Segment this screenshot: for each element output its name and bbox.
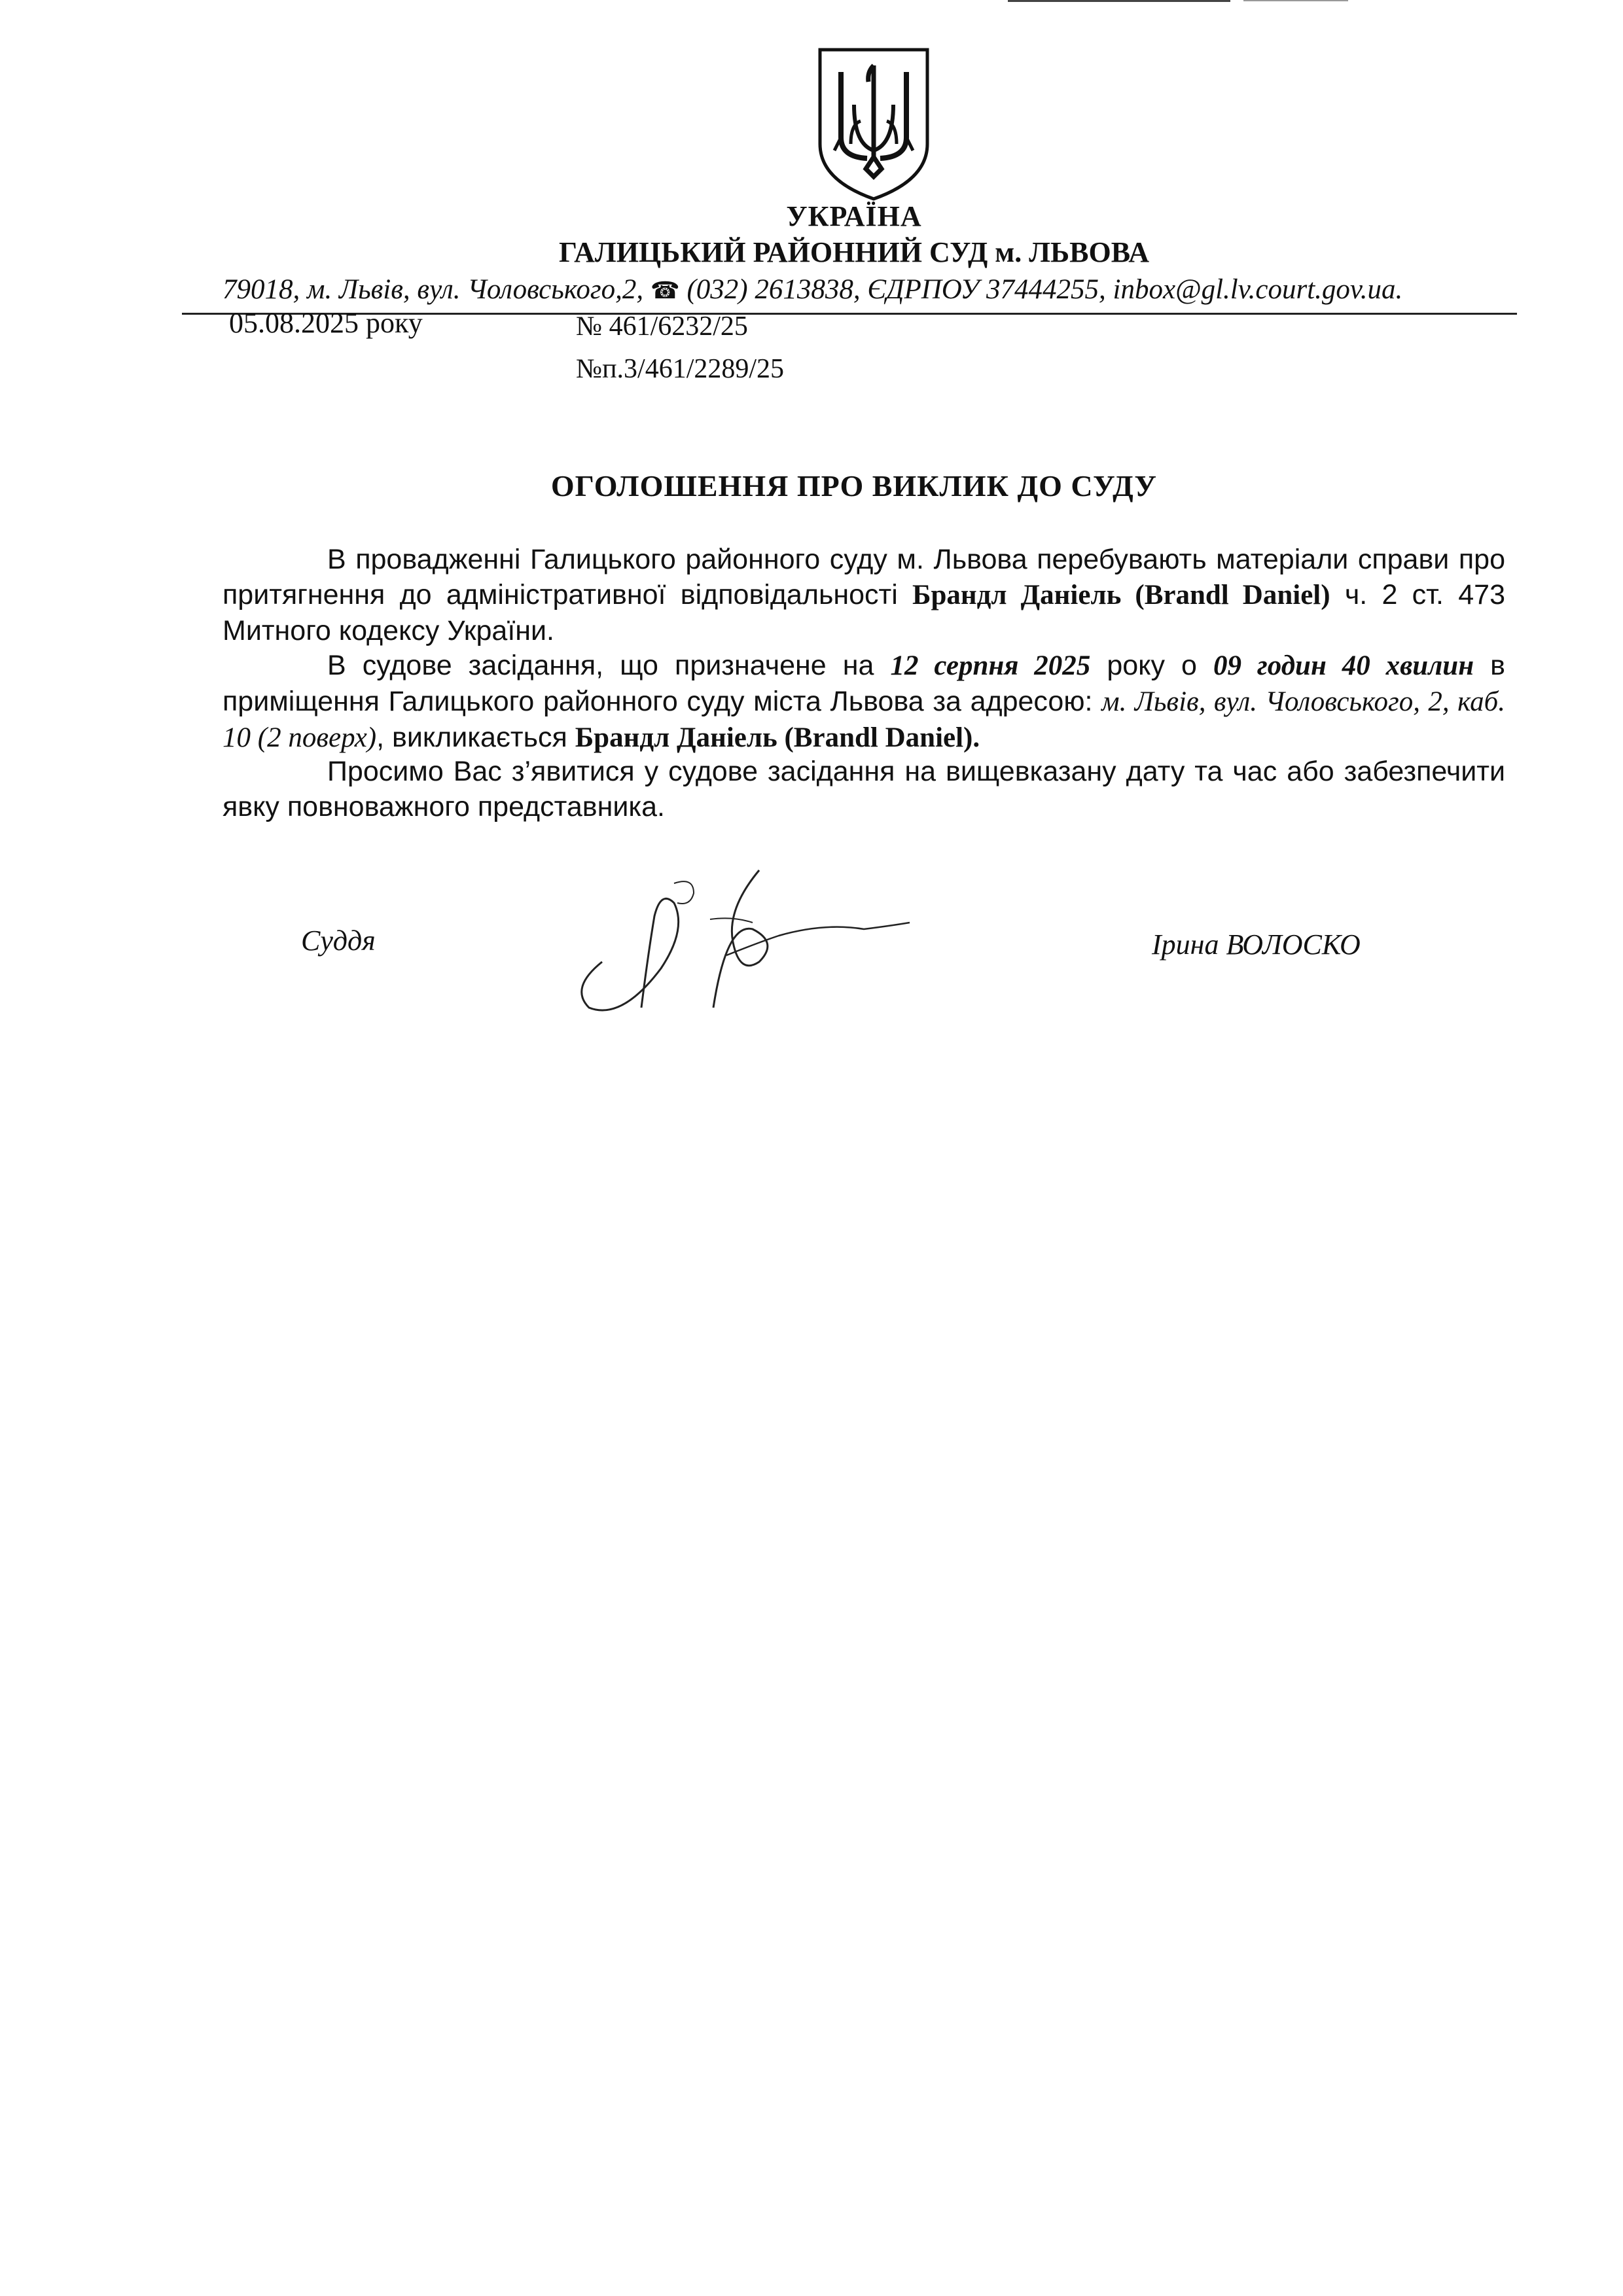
- handwritten-signature: [563, 857, 929, 1027]
- case-number: № 461/6232/25: [576, 311, 748, 342]
- p3-text: Просимо Вас з’явитися у судове засідання на вищевказану дату та час або забезпечити явку повноважного представника.: [223, 756, 1505, 822]
- court-name: ГАЛИЦЬКИЙ РАЙОННИЙ СУД м. ЛЬВОВА: [558, 236, 1150, 268]
- scan-artifact-line: [1243, 0, 1348, 1]
- court-address: [223, 274, 1402, 306]
- p1-person: Брандл Даніель (Brandl Daniel): [912, 580, 1330, 610]
- p2-text3: в приміщення Галицького районного суду міста Львова за адресою:: [223, 650, 1505, 717]
- country-heading: УКРАЇНА: [786, 200, 922, 232]
- address-rest: (032) 2613838, ЄДРПОУ 37444255, inbox@gl.lv.court.gov.ua.: [679, 274, 1403, 305]
- judge-role: Суддя: [301, 925, 376, 957]
- phone-icon: ☎: [650, 277, 680, 304]
- p2-text2: року о: [1090, 650, 1214, 681]
- judge-name: Ірина ВОЛОСКО: [1152, 928, 1361, 961]
- hearing-address: м. Львів, вул. Чоловського, 2, каб. 10 (2 поверх): [223, 686, 1505, 753]
- address-main: 79018, м. Львів, вул. Чоловського,2,: [223, 274, 651, 305]
- paragraph-1: [223, 542, 1505, 648]
- p1-text-before: В провадженні Галицького районного суду м. Львова перебувають матеріали справи про притягнення до адміністративної відповідальності: [223, 544, 1505, 610]
- p2-text1: В судове засідання, що призначене на: [327, 650, 891, 681]
- p2-text4: , викликається: [376, 722, 575, 753]
- proceeding-number: №п.3/461/2289/25: [576, 354, 785, 384]
- p2-person: Брандл Даніель (Brandl Daniel).: [575, 722, 980, 753]
- hearing-date: 12 серпня 2025: [890, 650, 1091, 681]
- hearing-time: 09 годин 40 хвилин: [1213, 650, 1474, 681]
- scan-artifact-line: [1008, 0, 1230, 2]
- paragraph-3: [223, 754, 1505, 824]
- document-date: 05.08.2025 року: [229, 307, 423, 339]
- document-title: ОГОЛОШЕННЯ ПРО ВИКЛИК ДО СУДУ: [550, 469, 1158, 503]
- paragraph-2: [223, 648, 1505, 756]
- p1-text-after: ч. 2 ст. 473 Митного кодексу України.: [223, 579, 1505, 646]
- coat-of-arms-icon: [815, 46, 933, 203]
